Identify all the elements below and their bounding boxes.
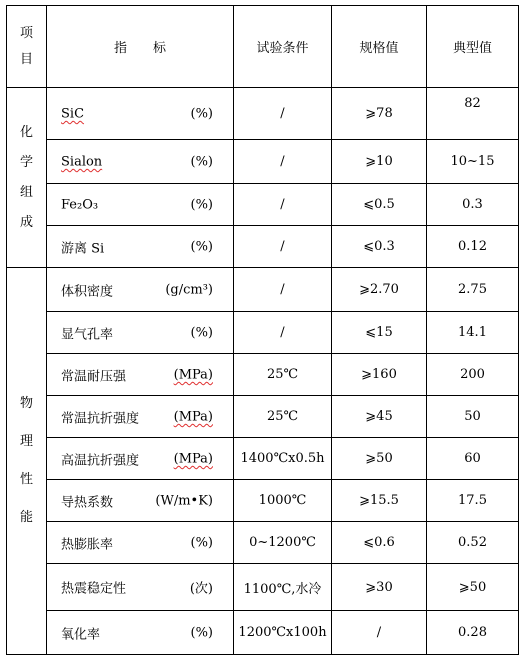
- indicator-name: 热膨胀率: [61, 537, 114, 552]
- indicator-unit: (%): [190, 154, 213, 169]
- indicator-unit: (W/m•K): [155, 493, 213, 508]
- indicator-name: 氧化率: [61, 627, 101, 642]
- spec-cell: ⩾45: [332, 396, 427, 438]
- indicator-name: 常温抗折强度: [61, 411, 140, 426]
- indicator-cell: [47, 226, 234, 268]
- indicator-unit: (MPa): [173, 367, 213, 382]
- table-row: [7, 268, 519, 312]
- table-row: [7, 140, 519, 184]
- typical-cell: 17.5: [427, 480, 519, 522]
- condition-cell: /: [234, 140, 332, 184]
- typical-cell: 0.3: [427, 184, 519, 226]
- indicator-cell: [47, 611, 234, 655]
- table-row: [7, 354, 519, 396]
- indicator-unit: (%): [190, 625, 213, 640]
- typical-cell: 200: [427, 354, 519, 396]
- indicator-cell: [47, 268, 234, 312]
- header-row: [7, 6, 519, 88]
- indicator-cell: [47, 140, 234, 184]
- indicator-name: Fe₂O₃: [61, 197, 99, 212]
- typical-cell: 60: [427, 438, 519, 480]
- typical-cell: 0.52: [427, 522, 519, 564]
- table-row: [7, 226, 519, 268]
- condition-cell: /: [234, 312, 332, 354]
- indicator-unit: (%): [190, 239, 213, 254]
- spec-cell: ⩾78: [332, 88, 427, 140]
- condition-cell: /: [234, 184, 332, 226]
- indicator-cell: [47, 184, 234, 226]
- indicator-unit: (次): [189, 581, 213, 597]
- condition-cell: /: [234, 268, 332, 312]
- typical-cell: 0.28: [427, 611, 519, 655]
- indicator-unit: (%): [190, 535, 213, 550]
- indicator-name: 高温抗折强度: [61, 453, 140, 468]
- spec-cell: ⩾30: [332, 564, 427, 611]
- indicator-cell: [47, 312, 234, 354]
- indicator-unit: (%): [190, 106, 213, 121]
- table-row: [7, 312, 519, 354]
- spec-cell: /: [332, 611, 427, 655]
- typical-cell: 14.1: [427, 312, 519, 354]
- indicator-unit: (%): [190, 197, 213, 212]
- table-row: [7, 480, 519, 522]
- indicator-unit: (MPa): [173, 451, 213, 466]
- indicator-cell: [47, 88, 234, 140]
- indicator-name: 体积密度: [61, 284, 114, 299]
- indicator-unit: (%): [190, 325, 213, 340]
- spec-cell: ⩽15: [332, 312, 427, 354]
- header-typical: 典型值: [427, 6, 519, 88]
- header-spec: 规格值: [332, 6, 427, 88]
- table-row: [7, 184, 519, 226]
- typical-cell: 2.75: [427, 268, 519, 312]
- header-item: [7, 6, 47, 88]
- condition-cell: 25℃: [234, 396, 332, 438]
- condition-cell: 1200℃x100h: [234, 611, 332, 655]
- indicator-name: SiC: [61, 106, 85, 121]
- typical-cell: 50: [427, 396, 519, 438]
- indicator-cell: [47, 564, 234, 611]
- header-item-text: 项目: [19, 25, 33, 67]
- spec-cell: ⩾2.70: [332, 268, 427, 312]
- typical-cell: ⩾50: [427, 564, 519, 611]
- indicator-cell: [47, 354, 234, 396]
- condition-cell: 1000℃: [234, 480, 332, 522]
- spec-cell: ⩾15.5: [332, 480, 427, 522]
- table-row: [7, 564, 519, 611]
- indicator-cell: [47, 438, 234, 480]
- typical-cell: 82: [427, 88, 519, 140]
- condition-cell: /: [234, 226, 332, 268]
- typical-cell: 10~15: [427, 140, 519, 184]
- header-indicator: 指 标: [47, 6, 234, 88]
- group-chemical-text: 化学组成: [19, 124, 33, 230]
- indicator-name: 热震稳定性: [61, 581, 127, 597]
- table-row: [7, 611, 519, 655]
- indicator-cell: [47, 522, 234, 564]
- spec-cell: ⩽0.5: [332, 184, 427, 226]
- table-row: [7, 88, 519, 140]
- spec-cell: ⩾10: [332, 140, 427, 184]
- indicator-unit: (g/cm³): [165, 282, 213, 297]
- condition-cell: 25℃: [234, 354, 332, 396]
- typical-cell: 0.12: [427, 226, 519, 268]
- indicator-cell: [47, 396, 234, 438]
- header-condition: 试验条件: [234, 6, 332, 88]
- spec-cell: ⩽0.6: [332, 522, 427, 564]
- spec-cell: ⩾160: [332, 354, 427, 396]
- condition-cell: 1100℃,水冷: [234, 564, 332, 611]
- group-chemical: [7, 88, 47, 268]
- indicator-name: 常温耐压强: [61, 369, 127, 384]
- spec-table: [6, 5, 519, 655]
- table-row: [7, 522, 519, 564]
- indicator-name: 显气孔率: [61, 327, 114, 342]
- indicator-cell: [47, 480, 234, 522]
- table-row: [7, 396, 519, 438]
- condition-cell: /: [234, 88, 332, 140]
- group-physical: [7, 268, 47, 655]
- indicator-name: 导热系数: [61, 495, 114, 510]
- table-row: [7, 438, 519, 480]
- spec-cell: ⩽0.3: [332, 226, 427, 268]
- spec-cell: ⩾50: [332, 438, 427, 480]
- group-physical-text: 物理性能: [19, 396, 33, 525]
- indicator-name: Sialon: [61, 154, 103, 169]
- condition-cell: 0~1200℃: [234, 522, 332, 564]
- indicator-unit: (MPa): [173, 409, 213, 424]
- indicator-name: 游离 Si: [61, 241, 105, 256]
- condition-cell: 1400℃x0.5h: [234, 438, 332, 480]
